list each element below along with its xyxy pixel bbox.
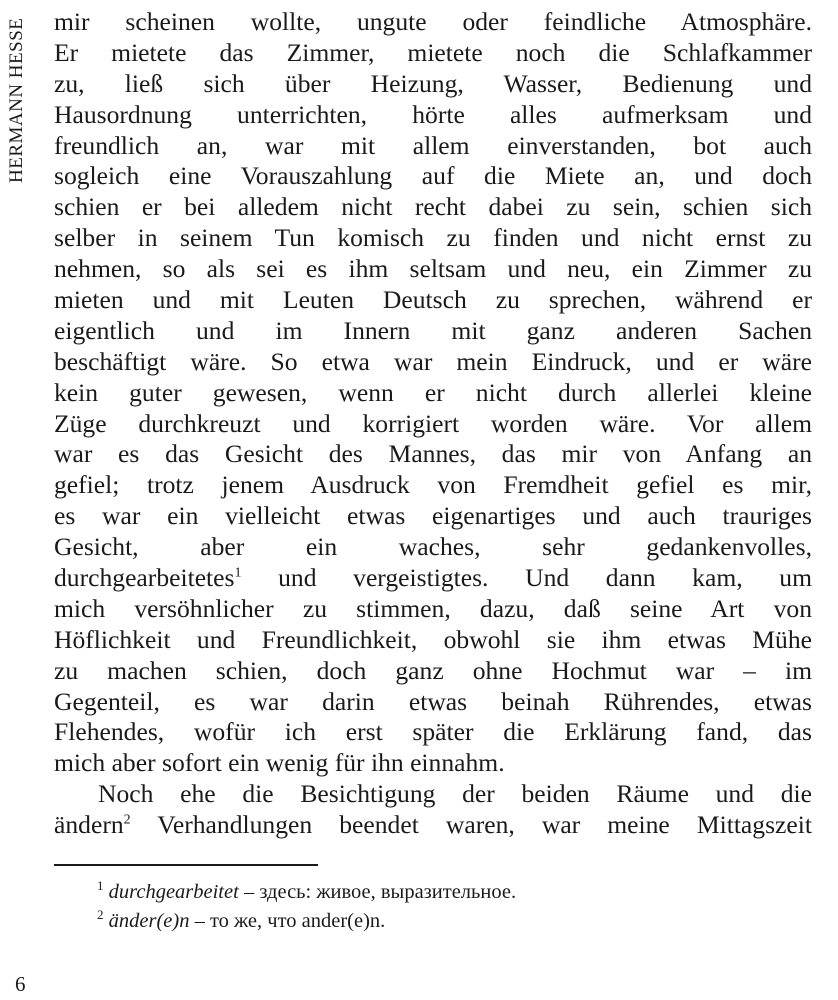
footnotes [97,878,797,936]
footnote-divider [54,864,318,866]
footnote-ref-2: 2 [123,812,131,828]
text-line: gefiel; trotz jenem Ausdruck von Fremdheit gefiel es mir, [54,470,812,500]
paragraph-last-line: mich aber sofort ein wenig für ihn einnahm. [54,748,505,778]
text-line: Gegenteil, es war darin etwas beinah Rührendes, etwas [54,686,812,716]
text-line-with-footnote-ref: durchgearbeitetes$^1$ und vergeistigtes. Und dann kam, um [54,563,812,593]
text-line: zu machen schien, doch ganz ohne Hochmut war – im [54,655,812,685]
text-line: war es das Gesicht des Mannes, das mir von Anfang an [54,439,812,469]
text-line: sogleich eine Vorauszahlung auf die Miete an, und doch [54,161,812,191]
running-head-author: HERMANN HESSE [6,18,27,184]
text-line: kein guter gewesen, wenn er nicht durch allerlei kleine [54,377,812,407]
text-line: Höflichkeit und Freundlichkeit, obwohl sie ihm etwas Mühe [54,624,812,654]
text-line: Er mietete das Zimmer, mietete noch die Schlafkammer [54,37,812,67]
text-line: beschäftigt wäre. So etwa war mein Eindruck, und er wäre [54,346,812,376]
text-line-with-footnote-ref: ändern$^2$ Verhandlungen beendet waren, war meine Mittagszeit [54,810,812,840]
footnote-1: $^1$ durchgearbeitet – здесь: живое, выразительное. [97,878,517,903]
text-line: Flehendes, wofür ich erst später die Erklärung fand, das [54,717,812,747]
text-line: mich versöhnlicher zu stimmen, dazu, daß seine Art von [54,593,812,623]
paragraph-first-line: Noch ehe die Besichtigung der beiden Räume und die [98,779,812,809]
text-line: mieten und mit Leuten Deutsch zu sprechen, während er [54,285,812,315]
text-line: eigentlich und im Innern mit ganz anderen Sachen [54,315,812,345]
footnote-ref-1: 1 [234,565,242,581]
text-line: es war ein vielleicht etwas eigenartiges und auch trauriges [54,501,812,531]
text-line: freundlich an, war mit allem einverstanden, bot auch [54,130,812,160]
text-line: Gesicht, aber ein waches, sehr gedankenvolles, [54,532,812,562]
text-line: zu, ließ sich über Heizung, Wasser, Bedienung und [54,68,812,98]
text-line: Hausordnung unterrichten, hörte alles aufmerksam und [54,99,812,129]
text-line: selber in seinem Tun komisch zu finden und nicht ernst zu [54,223,812,253]
text-line: schien er bei alledem nicht recht dabei zu sein, schien sich [54,192,812,222]
page-number: 6 [15,972,26,996]
text-line: Züge durchkreuzt und korrigiert worden wäre. Vor allem [54,408,812,438]
text-line: mir scheinen wollte, ungute oder feindliche Atmosphäre. [54,7,812,36]
text-line: nehmen, so als sei es ihm seltsam und neu, ein Zimmer zu [54,254,812,284]
body-text [54,7,812,841]
footnote-2: $^2$ änder(e)n – то же, что ander(e)n. [97,907,386,932]
